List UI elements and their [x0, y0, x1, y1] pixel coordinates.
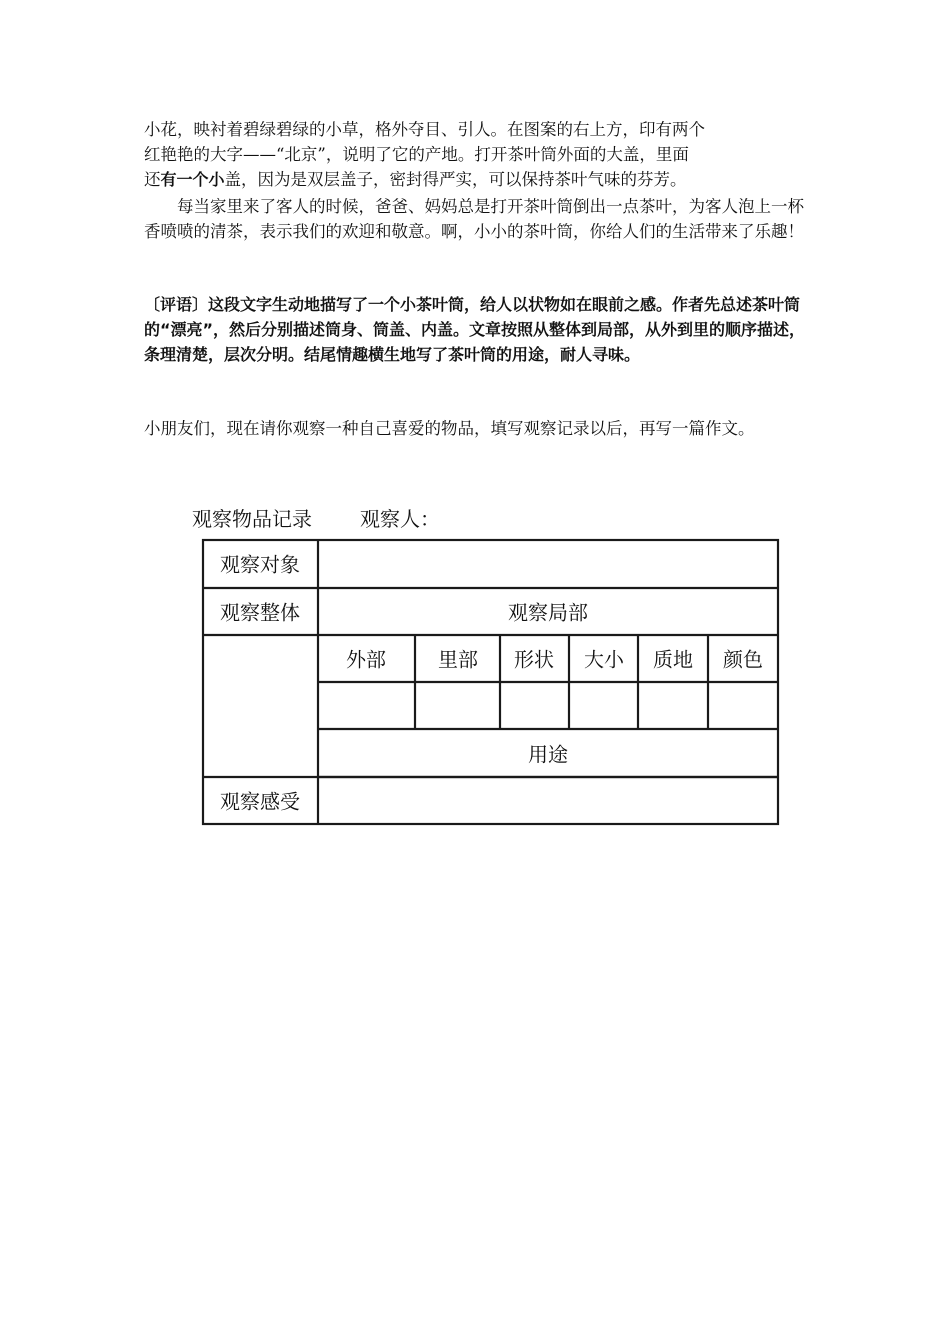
paragraph-instruction: 小朋友们，现在请你观察一种自己喜爱的物品，填写观察记录以后，再写一篇作文。: [144, 419, 755, 438]
column-header-color: 颜色: [723, 647, 763, 672]
header-parts: 观察局部: [508, 600, 588, 625]
row-label-feeling: 观察感受: [220, 789, 300, 814]
paragraph-ending: 每当家里来了客人的时候，爸爸、妈妈总是打开茶叶筒倒出一点茶叶，为客人泡上一杯香喷喷的清茶，表示我们的欢迎和敬意。啊，小小的茶叶筒，你给人们的生活带来了乐趣！: [144, 197, 804, 241]
row-label-whole: 观察整体: [220, 600, 300, 625]
text-line: 盖，因为是双层盖子，密封得严实，可以保持茶叶气味的芬芳。: [224, 170, 687, 189]
record-title: 观察物品记录: [192, 507, 312, 531]
bold-phrase: 有一个小: [160, 170, 225, 189]
row-label-use: 用途: [528, 742, 568, 767]
column-header-outside: 外部: [346, 647, 386, 672]
text-line: 还: [144, 170, 161, 189]
paragraph-comment: 〔评语〕这段文字生动地描写了一个小茶叶筒，给人以状物如在眼前之感。作者先总述茶叶筒的“漂亮”，然后分别描述筒身、筒盖、内盖。文章按照从整体到局部，从外到里的顺序描述，条理清楚，层次分明。结尾情趣横生地写了茶叶筒的用途，耐人寻味。: [144, 295, 806, 364]
column-header-inside: 里部: [438, 647, 478, 672]
column-header-texture: 质地: [653, 647, 693, 672]
text-line: 小花，映衬着碧绿碧绿的小草，格外夺目、引人。在图案的右上方，印有两个: [144, 120, 705, 139]
observer-label: 观察人：: [360, 507, 440, 531]
row-label-object: 观察对象: [220, 552, 300, 577]
column-header-shape: 形状: [514, 647, 554, 672]
text-line: 红艳艳的大字——“北京”，说明了它的产地。打开茶叶筒外面的大盖，里面: [144, 145, 689, 164]
column-header-size: 大小: [584, 647, 624, 672]
